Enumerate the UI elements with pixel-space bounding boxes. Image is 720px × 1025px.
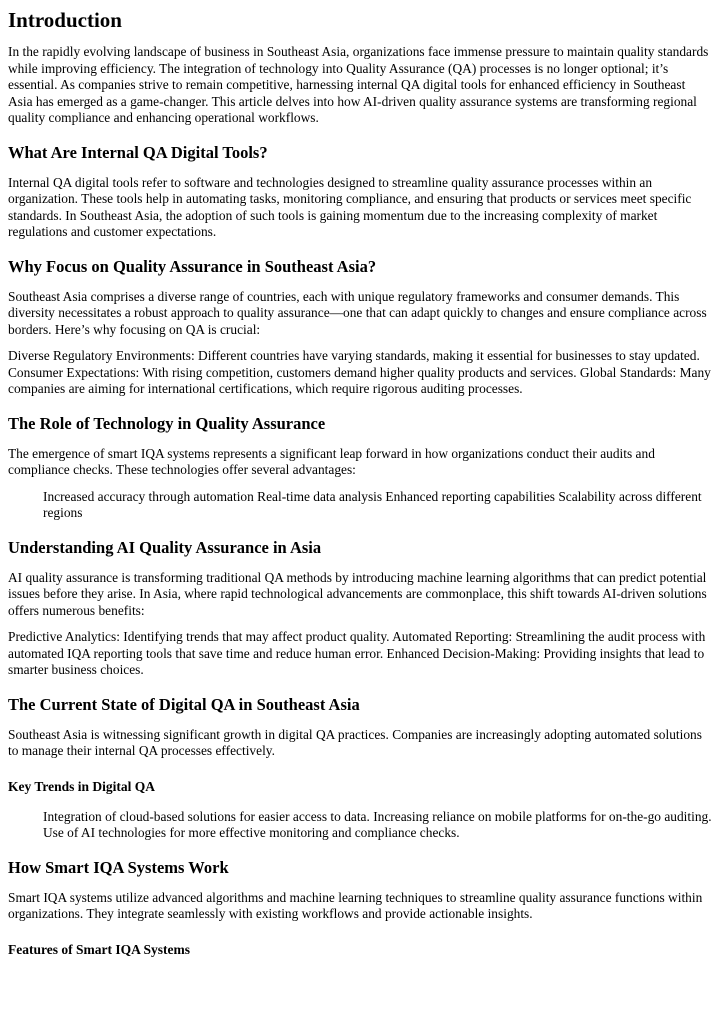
ai-qa-benefits-paragraph: Predictive Analytics: Identifying trends that may affect product quality. Automated Reporting: Streamlining the audit process with automated IQA reporting tools that save time and reduce human error. Enhanced Decision-Making: Providing insights that lead to smarter business choices. xyxy=(8,629,706,677)
why-focus-paragraph: Southeast Asia comprises a diverse range of countries, each with unique regulatory frameworks and consumer demands. This diversity necessitates a robust approach to quality assurance—one that can adapt quickly to changes and ensure compliance across borders. Here’s why focusing on QA is crucial: xyxy=(8,288,707,337)
why-focus-heading: Why Focus on Quality Assurance in Southeast Asia? xyxy=(8,256,377,276)
current-state-heading: The Current State of Digital QA in Southeast Asia xyxy=(8,694,360,714)
features-subheading: Features of Smart IQA Systems xyxy=(8,941,190,957)
role-tech-advantages-quote: Increased accuracy through automation Real-time data analysis Enhanced reporting capabilities Scalability across different regions xyxy=(43,488,702,520)
intro-paragraph: In the rapidly evolving landscape of business in Southeast Asia, organizations face immense pressure to maintain quality standards while improving efficiency. The integration of technology into Quality Assurance (QA) processes is no longer optional; it’s essential. As companies strive to remain competitive, harnessing internal QA digital tools for enhanced efficiency in Southeast Asia has emerged as a game-changer. This article delves into how AI-driven quality assurance systems are transforming regional quality compliance and enhancing operational workflows. xyxy=(8,44,709,125)
how-work-heading: How Smart IQA Systems Work xyxy=(8,857,229,877)
what-tools-heading: What Are Internal QA Digital Tools? xyxy=(8,142,268,162)
ai-qa-heading: Understanding AI Quality Assurance in Asia xyxy=(8,537,322,557)
key-trends-subheading: Key Trends in Digital QA xyxy=(8,778,156,794)
what-tools-paragraph: Internal QA digital tools refer to software and technologies designed to streamline quality assurance processes within an organization. These tools help in automating tasks, monitoring compliance, and ensuring that products or services meet specific standards. In Southeast Asia, the adoption of such tools is gaining momentum due to the increasing complexity of market regulations and customer expectations. xyxy=(8,174,692,239)
key-trends-quote: Integration of cloud-based solutions for easier access to data. Increasing reliance on mobile platforms for on-the-go auditing. Use of AI technologies for more effective monitoring and compliance checks. xyxy=(43,808,712,840)
why-focus-reasons-paragraph: Diverse Regulatory Environments: Different countries have varying standards, making it essential for businesses to stay updated. Consumer Expectations: With rising competition, customers demand higher quality products and services. Global Standards: Many companies are aiming for international certifications, which require rigorous auditing processes. xyxy=(8,348,711,396)
intro-heading: Introduction xyxy=(8,8,122,32)
article xyxy=(0,8,720,958)
role-tech-heading: The Role of Technology in Quality Assurance xyxy=(8,413,326,433)
role-tech-paragraph: The emergence of smart IQA systems represents a significant leap forward in how organizations conduct their audits and compliance checks. These technologies offer several advantages: xyxy=(8,445,655,477)
current-state-paragraph: Southeast Asia is witnessing significant growth in digital QA practices. Companies are increasingly adopting automated solutions to manage their internal QA processes effectively. xyxy=(8,726,702,758)
how-work-paragraph: Smart IQA systems utilize advanced algorithms and machine learning techniques to streamline quality assurance functions within organizations. They integrate seamlessly with existing workflows and provide actionable insights. xyxy=(8,889,703,921)
ai-qa-paragraph: AI quality assurance is transforming traditional QA methods by introducing machine learning algorithms that can predict potential issues before they arise. In Asia, where rapid technological advancements are commonplace, this shift towards AI-driven solutions offers numerous benefits: xyxy=(8,569,707,618)
